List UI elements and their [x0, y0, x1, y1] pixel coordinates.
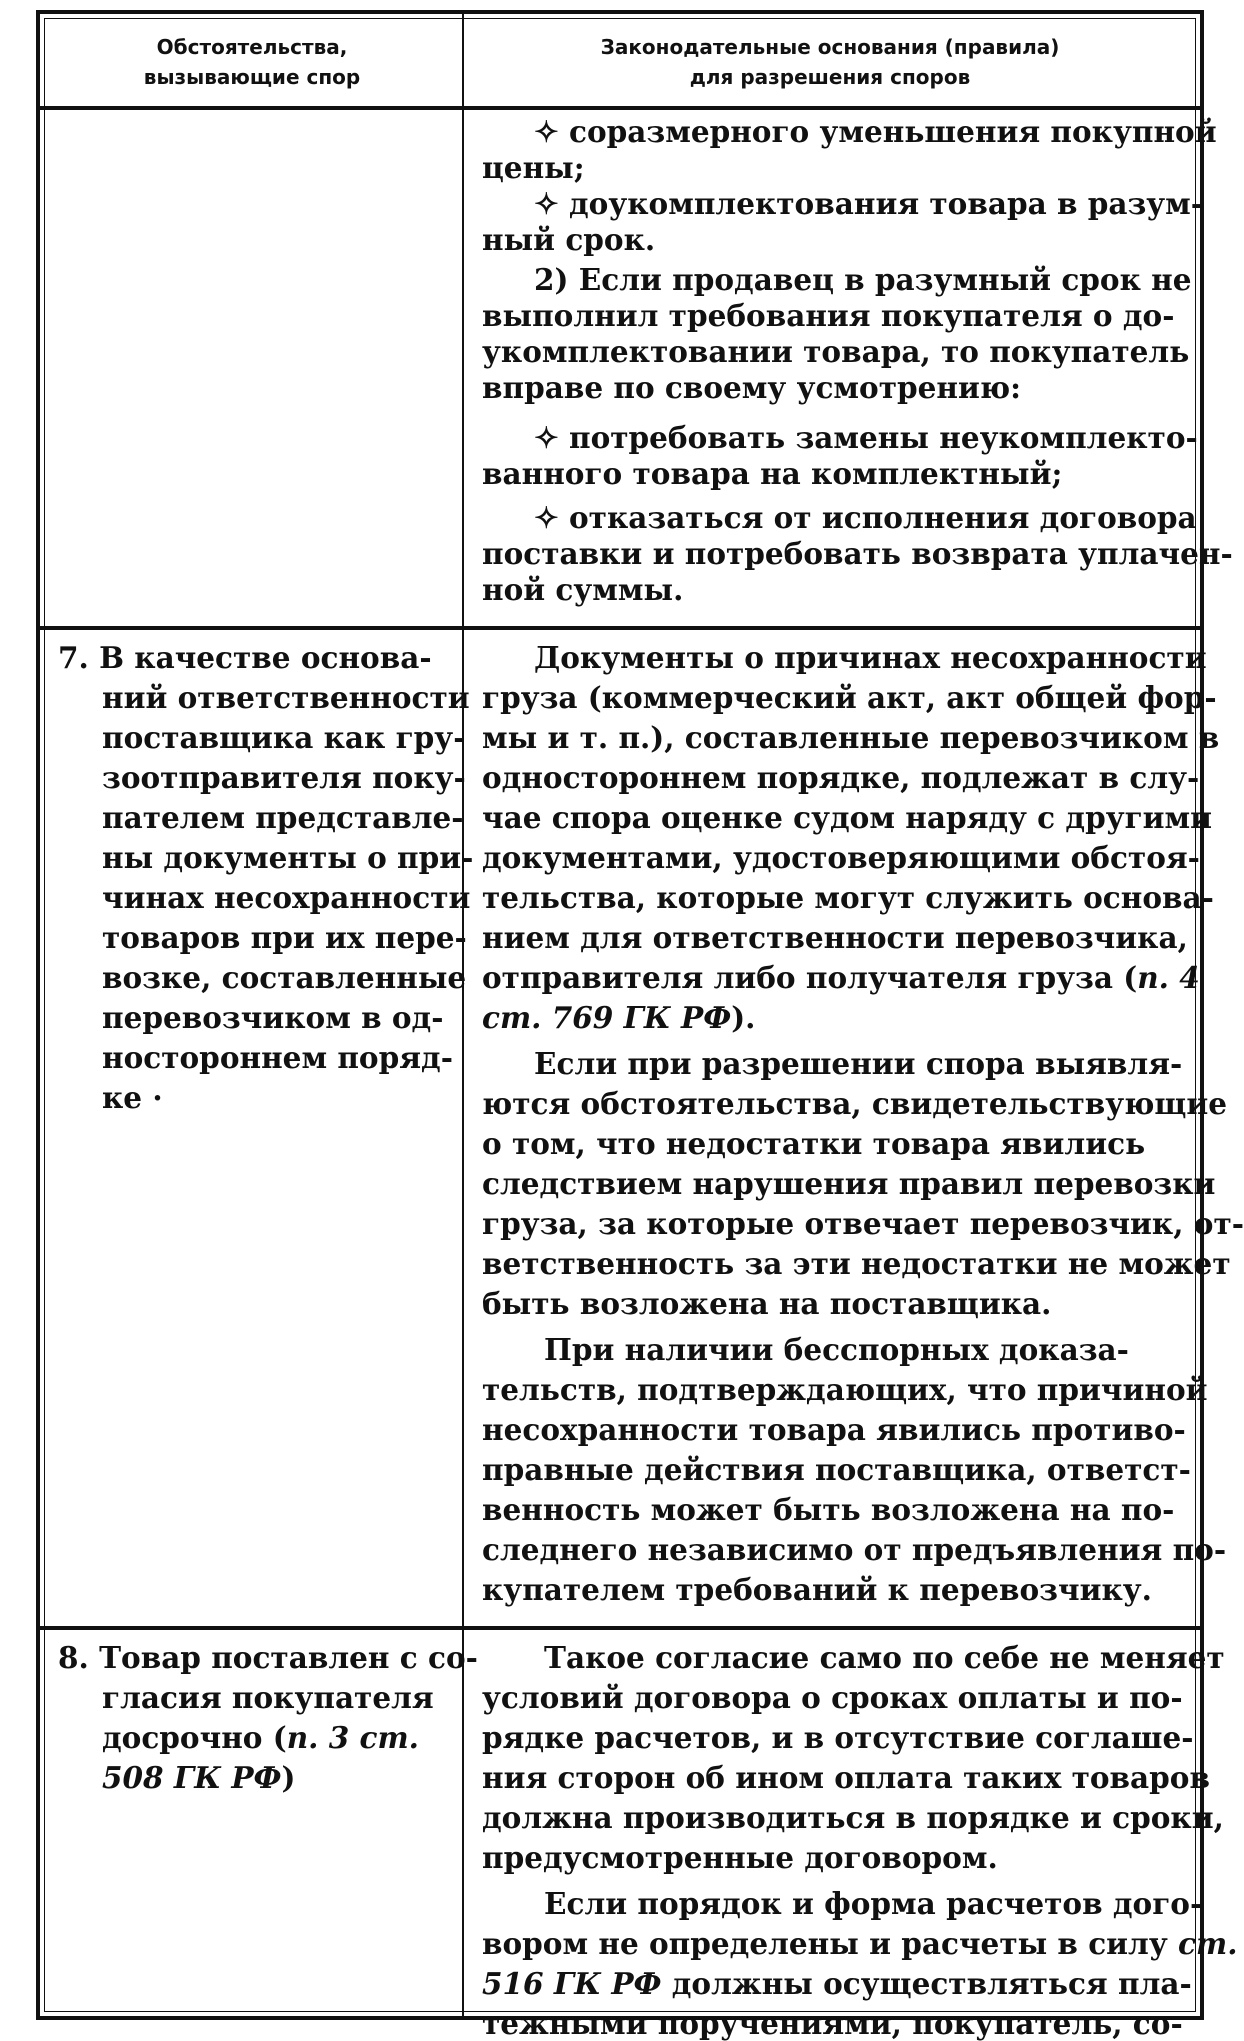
header-right-line-2: для разрешения споров — [689, 65, 971, 89]
row7-left-line: поставщика как гру- — [102, 720, 466, 755]
cont-text-line: выполнил требования покупателя о до- — [482, 298, 1175, 333]
text-run: досрочно ( — [102, 1720, 287, 1755]
row7-right-line — [482, 1000, 755, 1035]
cont-text-line: укомплектовании товара, то покупатель — [482, 334, 1190, 369]
header-rule — [36, 106, 1204, 110]
header-right-line-1: Законодательные основания (правила) — [600, 35, 1060, 59]
header-left-line-1: Обстоятельства, — [156, 35, 348, 59]
cont-text-line: 2) Если продавец в разумный срок не — [534, 262, 1192, 297]
text-run: должны осуществляться пла- — [661, 1966, 1192, 2001]
row8-right-line: условий договора о сроках оплаты и по- — [482, 1680, 1183, 1715]
row7-right-line: о том, что недостатки товара явились — [482, 1126, 1146, 1161]
row7-left-line: перевозчиком в од- — [102, 1000, 444, 1035]
cont-text-line: ный срок. — [482, 222, 656, 257]
cont-text-line: ✧ потребовать замены неукомплекто- — [534, 420, 1198, 455]
cont-text-line: ной суммы. — [482, 572, 684, 607]
row7-right-line: груза (коммерческий акт, акт общей фор- — [482, 680, 1217, 715]
row7-right-line: ветственность за эти недостатки не может — [482, 1246, 1231, 1281]
cont-text-line: ванного товара на комплектный; — [482, 456, 1063, 491]
citation-text: п. 3 ст. — [286, 1720, 419, 1755]
header-right — [480, 32, 1180, 92]
header-left-line-2: вызывающие спор — [143, 65, 361, 89]
row8-right-line — [482, 1926, 1237, 1961]
row7-right-line: следнего независимо от предъявления по- — [482, 1532, 1227, 1567]
row7-right-line: ются обстоятельства, свидетельствующие — [482, 1086, 1227, 1121]
row8-left-line — [102, 1720, 419, 1755]
row-rule — [36, 1626, 1204, 1630]
cont-text-line: поставки и потребовать возврата уплачен- — [482, 536, 1233, 571]
row-rule — [36, 626, 1204, 630]
row7-left-line: зоотправителя поку- — [102, 760, 466, 795]
row7-right-line: чае спора оценке судом наряду с другими — [482, 800, 1213, 835]
cont-text-line: ✧ соразмерного уменьшения покупной — [534, 114, 1217, 149]
citation-text: ст. 769 ГК РФ — [482, 1000, 732, 1035]
row7-right-line: Если при разрешении спора выявля- — [534, 1046, 1183, 1081]
row7-left-line: 7. В качестве основа- — [58, 640, 432, 675]
row7-right-line: тельства, которые могут служить основа- — [482, 880, 1214, 915]
row8-right-line: должна производиться в порядке и сроки, — [482, 1800, 1224, 1835]
citation-text: ст. — [1178, 1926, 1238, 1961]
row8-right-line — [482, 1966, 1192, 2001]
header-left — [54, 32, 450, 92]
row7-right-line: При наличии бесспорных доказа- — [544, 1332, 1129, 1367]
row8-left-line: 8. Товар поставлен с со- — [58, 1640, 478, 1675]
cont-text-line: вправе по своему усмотрению: — [482, 370, 1022, 405]
row7-right-line: купателем требований к перевозчику. — [482, 1572, 1152, 1607]
row7-right-line: мы и т. п.), составленные перевозчиком в — [482, 720, 1220, 755]
row8-left-line — [102, 1760, 295, 1795]
row7-right-line — [482, 960, 1200, 995]
cont-text-line: ✧ доукомплектования товара в разум- — [534, 186, 1204, 221]
row7-right-line: груза, за которые отвечает перевозчик, от- — [482, 1206, 1244, 1241]
row8-right-line: ния сторон об ином оплата таких товаров — [482, 1760, 1210, 1795]
row7-left-line: пателем представле- — [102, 800, 464, 835]
row8-right-line: рядке расчетов, и в отсутствие соглаше- — [482, 1720, 1194, 1755]
row8-right-line-clipped: тежными поручениями, покупатель, со- — [482, 2006, 1183, 2041]
column-divider — [462, 10, 464, 2020]
row7-right-line: нием для ответственности перевозчика, — [482, 920, 1188, 955]
text-run: ). — [731, 1000, 756, 1035]
row7-right-line: следствием нарушения правил перевозки — [482, 1166, 1216, 1201]
row7-right-line: быть возложена на поставщика. — [482, 1286, 1052, 1321]
row7-left-line: товаров при их пере- — [102, 920, 467, 955]
row7-left-line: ны документы о при- — [102, 840, 474, 875]
citation-text: п. 4 — [1137, 960, 1200, 995]
row7-right-line: документами, удостоверяющими обстоя- — [482, 840, 1200, 875]
row7-left-line: ке · — [102, 1080, 163, 1115]
row7-right-line: венность может быть возложена на по- — [482, 1492, 1175, 1527]
row7-left-line: чинах несохранности — [102, 880, 471, 915]
citation-text: 516 ГК РФ — [482, 1966, 662, 2001]
row7-left-line: возке, составленные — [102, 960, 467, 995]
citation-text: 508 ГК РФ — [102, 1760, 282, 1795]
row8-left-line: гласия покупателя — [102, 1680, 434, 1715]
row7-left-line: ностороннем поряд- — [102, 1040, 453, 1075]
cont-text-line: ✧ отказаться от исполнения договора — [534, 500, 1197, 535]
row8-right-line: Если порядок и форма расчетов дого- — [544, 1886, 1203, 1921]
row7-right-line: Документы о причинах несохранности — [534, 640, 1207, 675]
cont-text-line: цены; — [482, 150, 585, 185]
row7-right-line: несохранности товара явились противо- — [482, 1412, 1186, 1447]
row7-right-line: тельств, подтверждающих, что причиной — [482, 1372, 1208, 1407]
text-run: отправителя либо получателя груза ( — [482, 960, 1138, 995]
row7-left-line: ний ответственности — [102, 680, 470, 715]
row8-right-line: Такое согласие само по себе не меняет — [544, 1640, 1225, 1675]
text-run: ) — [281, 1760, 296, 1795]
text-run: вором не определены и расчеты в силу — [482, 1926, 1179, 1961]
row7-right-line: правные действия поставщика, ответст- — [482, 1452, 1191, 1487]
row7-right-line: одностороннем порядке, подлежат в слу- — [482, 760, 1200, 795]
row8-right-line: предусмотренные договором. — [482, 1840, 998, 1875]
